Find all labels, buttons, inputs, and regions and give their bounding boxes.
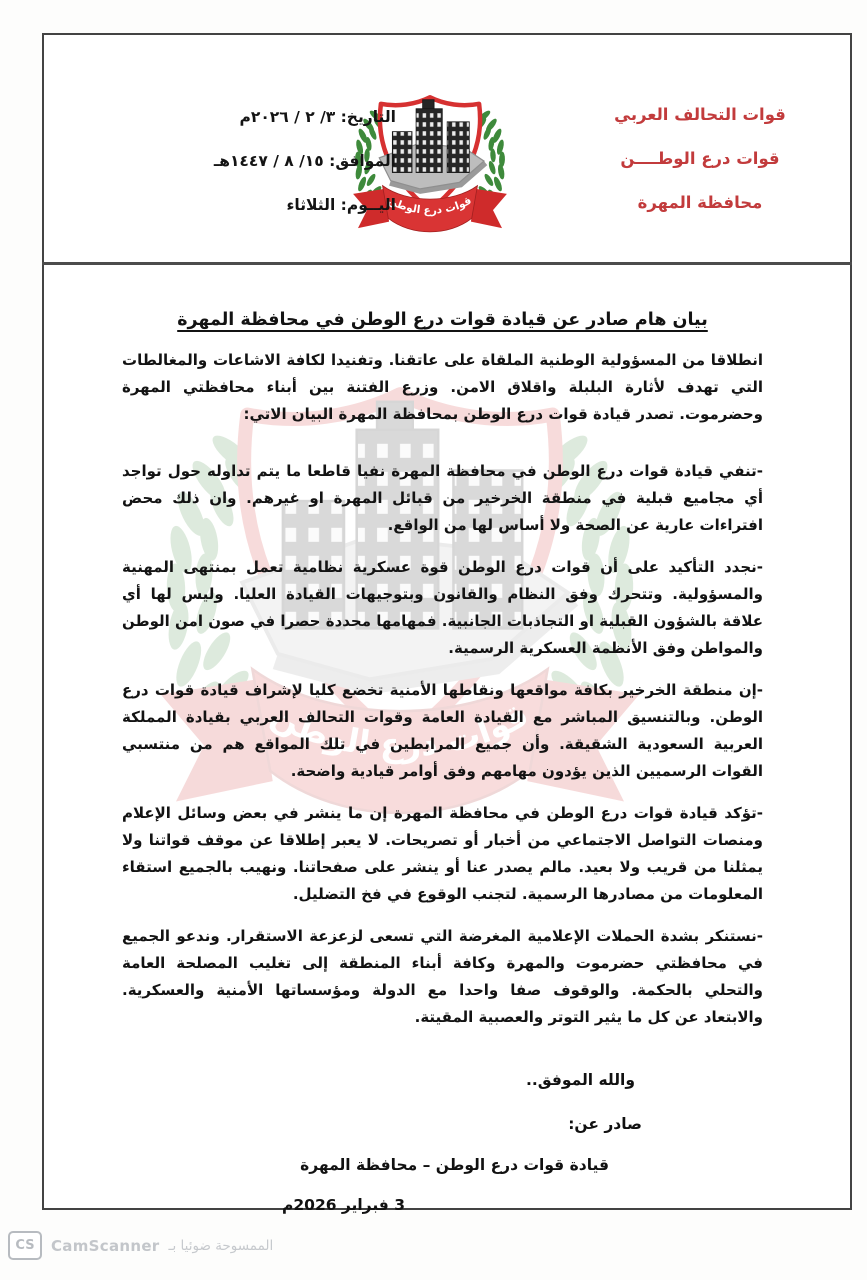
statement-paragraph: -إن منطقة الخرخير بكافة مواقعها ونقاطها الأمنية تخضع كليا لإشراف قيادة قوات درع الوطن. وبالتنسيق المباشر مع القيادة العامة وقوات التحالف العربي بقيادة المملكة العربية السعودية الشقيقة. وأن جميع المرابطين في تلك المواقع هم من منتسبي القوات الرسميين الذين يؤدون مهامهم وفق أوامر قيادية واضحة. — [122, 681, 763, 780]
issued-by-label: صادر عن: — [568, 1115, 642, 1133]
date-weekday: اليــوم: الثلاثاء — [286, 196, 396, 214]
camscanner-footer — [8, 1231, 273, 1260]
org-title-block — [578, 93, 822, 225]
org-line-coalition: قوات التحالف العربي — [614, 105, 786, 124]
statement-paragraph: انطلاقا من المسؤولية الوطنية الملقاة على عاتقنا. وتفنيدا لكافة الاشاعات والمغالطات التي تهدف لأثارة البلبلة واقلاق الامن. وزرع الفتنة بين أبناء محافظتي المهرة وحضرموت. تصدر قيادة قوات درع الوطن بمحافظة المهرة البيان الاتي: — [122, 351, 763, 423]
camscanner-badge-icon: CS — [8, 1231, 42, 1260]
camscanner-scanned-text: الممسوحة ضوئيا بـ — [168, 1237, 274, 1254]
date-hijri: الموافق: ١٥/ ٨ / ١٤٤٧هـ — [213, 152, 396, 170]
issuing-authority: قيادة قوات درع الوطن – محافظة المهرة — [300, 1156, 609, 1174]
statement-date: 3 فبراير 2026م — [282, 1196, 405, 1214]
closing-block — [122, 1067, 763, 1219]
date-block — [108, 95, 396, 227]
date-gregorian: التاريخ: ٣/ ٢ / ٢٠٢٦م — [239, 108, 396, 126]
statement-paragraph: -تؤكد قيادة قوات درع الوطن في محافظة المهرة إن ما ينشر في بعض وسائل الإعلام ومنصات التواصل الاجتماعي من أخبار أو تصريحات. لا يعبر إطلاقا عن موقف قواتنا ولا يمثلنا من قريب ولا بعيد. مالم يصدر عنا أو ينشر على صفحاتنا. ونهيب بالجميع استقاء المعلومات من مصادرها الرسمية. لتجنب الوقوع في فخ التضليل. — [122, 804, 763, 903]
statement-title: بيان هام صادر عن قيادة قوات درع الوطن في محافظة المهرة — [177, 310, 708, 330]
document-border-frame — [42, 33, 852, 1214]
header-divider-line — [42, 262, 852, 265]
statement-paragraph: -تنفي قيادة قوات درع الوطن في محافظة المهرة نفيا قاطعا ما يتم تداوله حول تواجد أي مجاميع قبلية في منطقة الخرخير من قبائل المهرة او غيرهم. وان ذلك محض افتراءات عارية عن الصحة ولا أساس لها من الواقع. — [122, 462, 763, 534]
closing-blessing: والله الموفق.. — [525, 1071, 635, 1089]
camscanner-brand: CamScanner — [51, 1236, 160, 1255]
statement-body — [122, 310, 763, 1219]
statement-paragraph: -نجدد التأكيد على أن قوات درع الوطن قوة عسكرية نظامية تعمل بمنتهى المهنية والمسؤولية. وتتحرك وفق النظام والقانون وبتوجيهات القيادة العليا. وليس لها أي علاقة بالشؤون القبلية او التجاذبات الجانبية. فمهامها محددة حصرا في صون امن الوطن والمواطن وفق الأنظمة العسكرية الرسمية. — [122, 558, 763, 657]
statement-paragraph: -نستنكر بشدة الحملات الإعلامية المغرضة التي تسعى لزعزعة الاستقرار. وندعو الجميع في محافظتي حضرموت والمهرة وكافة أبناء المنطقة إلى تغليب المصلحة العامة والتحلي بالحكمة. والوقوف صفا واحدا مع الدولة ومؤسساتها الأمنية والعسكرية. والابتعاد عن كل ما يثير التوتر والعصبية المقيتة. — [122, 927, 763, 1026]
org-line-governorate: محافظة المهرة — [637, 193, 763, 212]
org-line-forces: قوات درع الوطــــن — [620, 149, 780, 168]
